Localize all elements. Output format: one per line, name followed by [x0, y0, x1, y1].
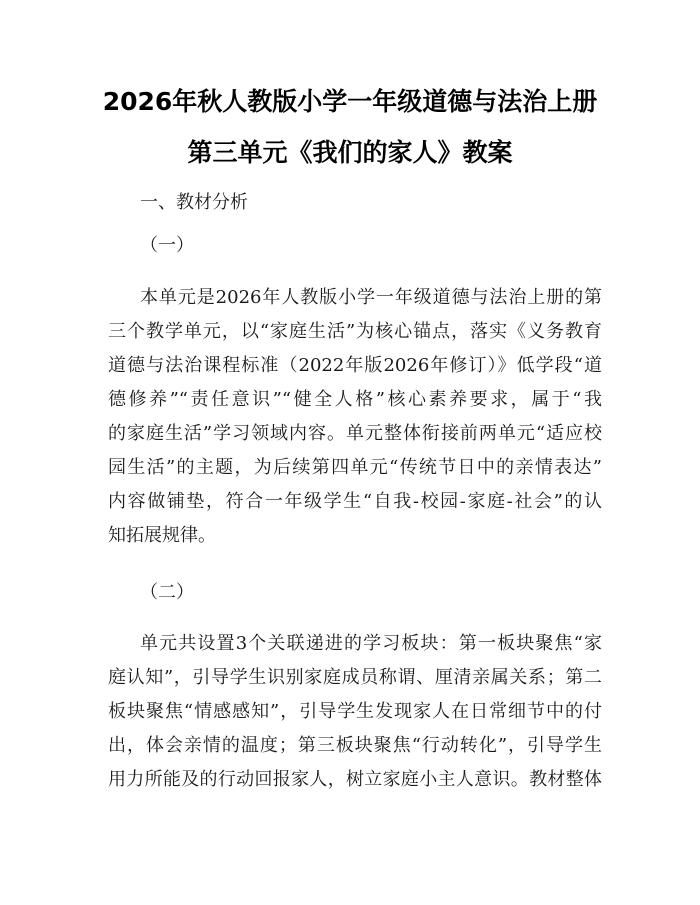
- document-title-line-1: 2026年秋人教版小学一年级道德与法治上册: [102, 87, 598, 116]
- paragraph-1-line-1: 本单元是2026年人教版小学一年级道德与法治上册的第: [140, 287, 602, 308]
- paragraph-2-line-3: 板块聚焦“情感感知”，引导学生发现家人在日常细节中的付: [108, 701, 602, 722]
- paragraph-1-line-5: 的家庭生活”学习领域内容。单元整体衔接前两单元“适应校: [108, 423, 602, 444]
- paragraph-1-line-6: 园生活”的主题，为后续第四单元“传统节日中的亲情表达”: [108, 457, 602, 478]
- paragraph-2-line-1: 单元共设置3个关联递进的学习板块：第一板块聚焦“家: [140, 633, 602, 654]
- paragraph-1-line-2: 三个教学单元，以“家庭生活”为核心锚点，落实《义务教育: [108, 321, 602, 342]
- subsection-heading-2: （二）: [140, 582, 194, 603]
- paragraph-1-line-8: 知拓展规律。: [108, 525, 216, 546]
- paragraph-2-line-5: 用力所能及的行动回报家人，树立家庭小主人意识。教材整体: [108, 769, 602, 790]
- paragraph-2-line-4: 出，体会亲情的温度；第三板块聚焦“行动转化”，引导学生: [108, 735, 602, 756]
- paragraph-1-line-3: 道德与法治课程标准（2022年版2026年修订）》低学段“道: [108, 355, 602, 376]
- paragraph-1-line-7: 内容做铺垫，符合一年级学生“自我-校园-家庭-社会”的认: [108, 491, 602, 512]
- subsection-heading-1: （一）: [140, 235, 194, 256]
- document-title-line-2: 第三单元《我们的家人》教案: [187, 138, 513, 167]
- paragraph-2-line-2: 庭认知”，引导学生识别家庭成员称谓、厘清亲属关系；第二: [108, 667, 602, 688]
- section-heading: 一、教材分析: [140, 192, 248, 213]
- paragraph-1-line-4: 德修养”“责任意识”“健全人格”核心素养要求，属于“我: [108, 389, 602, 410]
